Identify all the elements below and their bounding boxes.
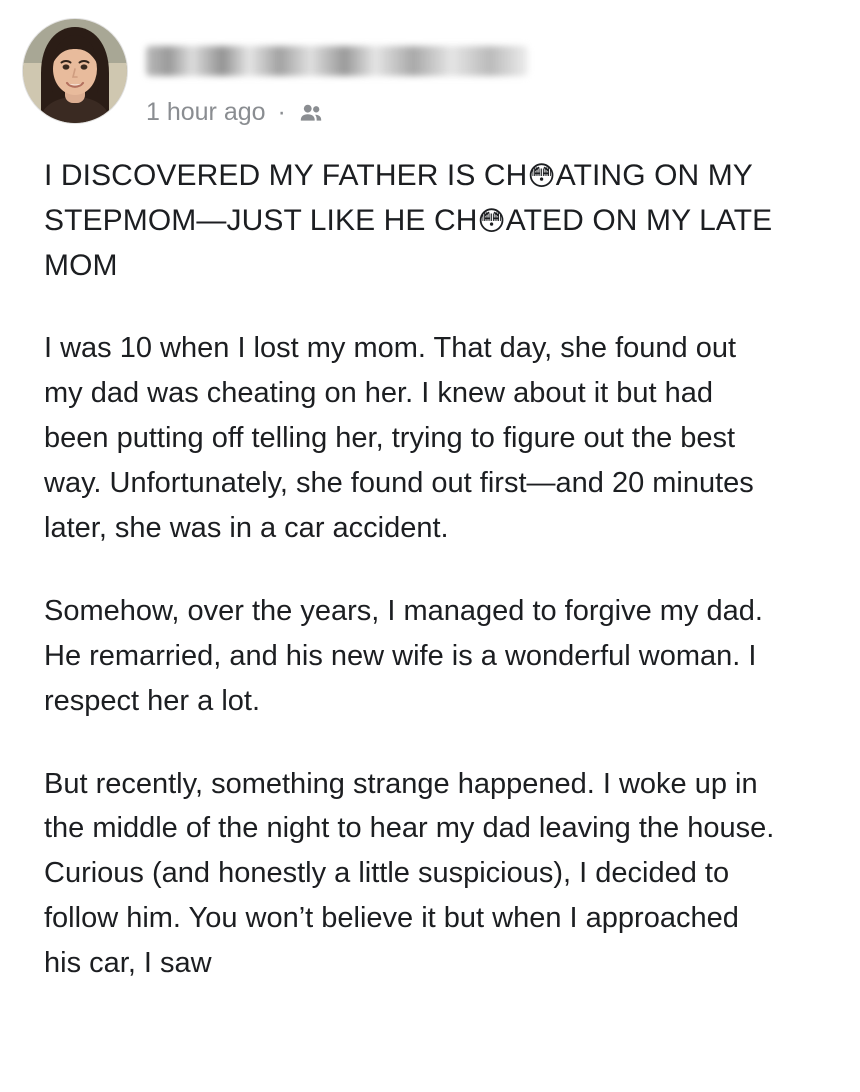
post-title-line-5: MY LATE MOM	[44, 204, 773, 282]
spacer	[44, 724, 780, 762]
author-name-redacted[interactable]	[146, 46, 528, 76]
post-meta	[146, 98, 820, 127]
post-title	[44, 153, 780, 288]
avatar-image	[23, 19, 127, 123]
flushed-face-emoji-2: 😳	[477, 206, 506, 237]
meta-separator: ·	[277, 98, 286, 126]
post-timestamp[interactable]: 1 hour ago	[146, 98, 266, 126]
flushed-face-emoji: 😳	[527, 161, 556, 192]
friends-icon[interactable]	[298, 100, 324, 126]
post-title-line-1: I DISCOVERED MY FATHER IS CH	[44, 159, 528, 192]
avatar[interactable]	[22, 18, 128, 124]
post-paragraph-2: Somehow, over the years, I managed to forgive my dad. He remarried, and his new wife is a wonderful woman. I respect her a lot.	[44, 594, 763, 717]
post-paragraph-3: But recently, something strange happened. I woke up in the middle of the night to hear my dad leaving the house. Curious (and honestly a little suspicious), I decided to follow him. You won’t believe it but when I approached his car, I saw	[44, 767, 775, 980]
post-body	[22, 153, 820, 986]
post-paragraph-1: I was 10 when I lost my mom. That day, she found out my dad was cheating on her. I knew about it but had been putting off telling her, trying to figure out the best way. Unfortunately, she found out first—and 20 minutes later, she was in a car accident.	[44, 332, 754, 544]
post-title-line-4: ATED ON	[505, 204, 638, 237]
post-title-line-3: MY STEPMOM—JUST LIKE HE CH	[44, 159, 753, 237]
spacer	[44, 551, 780, 589]
post-header-text	[146, 18, 820, 127]
spacer	[44, 288, 780, 326]
post-title-line-2: ATING ON	[555, 159, 700, 192]
post-header	[22, 18, 820, 127]
